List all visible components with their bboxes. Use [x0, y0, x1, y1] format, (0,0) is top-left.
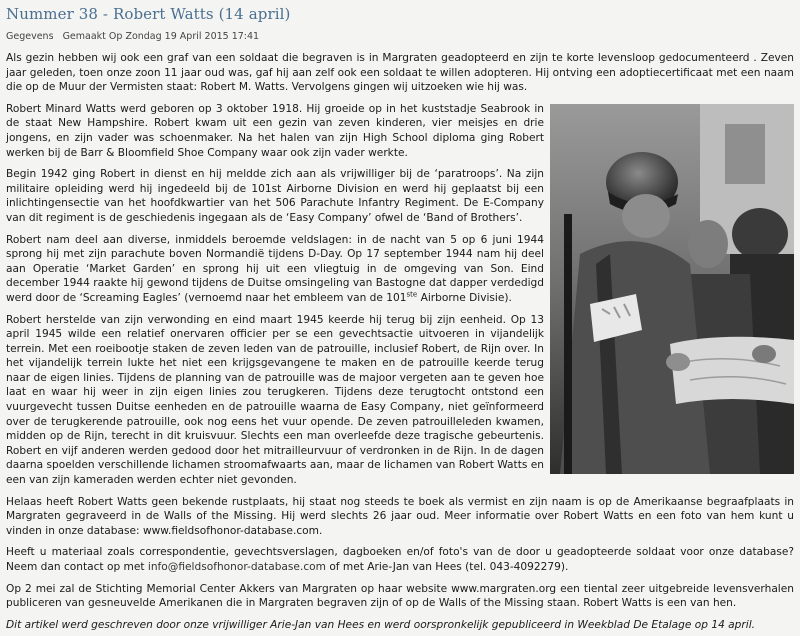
battles-superscript: ste	[406, 290, 418, 299]
soldiers-photo	[550, 104, 794, 474]
article-footer-note: Dit artikel werd geschreven door onze vrijwilliger Arie-Jan van Hees en werd oorspronkelijk gepubliceerd in Weekblad De Etalage op 14 april.	[6, 618, 756, 631]
soldiers-photo-image	[550, 104, 794, 474]
contact-email-link[interactable]: info@fieldsofhonor-database.com	[147, 561, 326, 573]
meta-label: Gegevens	[6, 31, 54, 42]
paragraph-patrol: Robert herstelde van zijn verwonding en eind maart 1945 keerde hij terug bij zijn eenheid. Op 13 april 1945 wilde een relatief onervaren officier per se een gevechtsactie uitvoeren in vijandelijk terrein. Met een roeibootje staken de zeven leden van de patrouille, inclusief Robert, de Rijn over. In het vijandelijk terrein lukte het niet een krijgsgevangene te maken en de patrouille keerde terug naar de eigen linies. Tijdens de planning van de patrouille was de majoor vergeten aan te geven hoe laat en waar hij weer in zijn eigen linies zou terugkeren. Tijdens deze terugtocht ontstond een vuurgevecht tussen Duitse eenheden en de patrouille waarna de Easy Company, niet geïnformeerd over de terugkerende patrouille, ook nog eens het vuur opende. De zeven patrouilleleden kwamen, midden op de Rijn, terecht in dit kruisvuur. Slechts een man overleefde deze tragische gebeurtenis. Robert en vijf anderen werden gedood door het mitrailleurvuur of verdronken in de Rijn. In de dagen daarna spoelden verschillende lichamen stroomafwaarts aan, maar de lichamen van Robert Watts en een van zijn kameraden werden echter niet gevonden.	[6, 313, 544, 487]
paragraph-missing: Helaas heeft Robert Watts geen bekende rustplaats, hij staat nog steeds te boek als vermist en zijn naam is op de Amerikaanse begraafplaats in Margraten gegraveerd in de Walls of the Missing. Hij werd slechts 26 jaar oud. Meer informatie over Robert Watts en een foto van hem kunt u vinden in onze database: www.fieldsofhonor-database.com.	[6, 495, 794, 537]
battles-text-end: Airborne Divisie).	[417, 291, 512, 304]
paragraph-enlistment: Begin 1942 ging Robert in dienst en hij meldde zich aan als vrijwilliger bij de ‘paratroops’. Na zijn militaire opleiding werd hij ingedeeld bij de 101st Airborne Division en werd hij geplaatst bij een inlichtingensectie van het hoofdkwartier van het 506 Parachute Infantry Regiment. De E-Company van dit regiment is de geschiedenis ingegaan als de ‘Easy Company’ ofwel de ‘Band of Brothers’.	[6, 168, 544, 224]
article-title[interactable]: Nummer 38 - Robert Watts (14 april)	[6, 5, 291, 23]
article-meta	[6, 31, 794, 42]
paragraph-contact	[6, 545, 794, 574]
contact-text-end: of met Arie-Jan van Hees (tel. 043-4092279).	[325, 561, 569, 573]
published-date: Gemaakt Op Zondag 19 April 2015 17:41	[62, 31, 260, 42]
intro-paragraph: Als gezin hebben wij ook een graf van een soldaat die begraven is in Margraten geadopteerd en zijn te korte levensloop gedocumenteerd . Zeven jaar geleden, toen onze zoon 11 jaar oud was, gaf hij aan zelf ook een soldaat te willen adopteren. Hij ontving een adoptiecertificaat met een naam die op de Muur der Vermisten staat: Robert M. Watts. Vervolgens gingen wij uitzoeken wie hij was.	[6, 52, 794, 94]
battles-text: Robert nam deel aan diverse, inmiddels beroemde veldslagen: in de nacht van 5 op 6 juni 1944 sprong hij met zijn parachute boven Normandië tijdens D-Day. Op 17 september 1944 nam hij deel aan Operatie ‘Market Garden’ en sprong hij uit een vliegtuig in de omgeving van Son. Eind december 1944 raakte hij gewond tijdens de Duitse omsingeling van Bastogne dat dapper verdedigd werd door de ‘Screaming Eagles’ (vernoemd naar het embleem van de 101	[6, 233, 544, 304]
paragraph-publication: Op 2 mei zal de Stichting Memorial Center Akkers van Margraten op haar website www.margraten.org een tiental zeer uitgebreide levensverhalen publiceren van gesneuvelde Amerikanen die in Margraten begraven zijn of op de Walls of the Missing staan. Robert Watts is een van hen.	[6, 582, 794, 610]
paragraph-birth: Robert Minard Watts werd geboren op 3 oktober 1918. Hij groeide op in het kuststadje Seabrook in de staat New Hampshire. Robert kwam uit een gezin van zeven kinderen, vier meisjes en drie jongens, en zijn vader was schoenmaker. Na het halen van zijn High School diploma ging Robert werken bij de Barr & Bloomfield Shoe Company waar ook zijn vader werkte.	[6, 102, 544, 159]
contact-text: Heeft u materiaal zoals correspondentie, gevechtsverslagen, dagboeken en/of foto's van de door u geadopteerde soldaat voor onze database? Neem dan contact op met	[6, 546, 794, 573]
